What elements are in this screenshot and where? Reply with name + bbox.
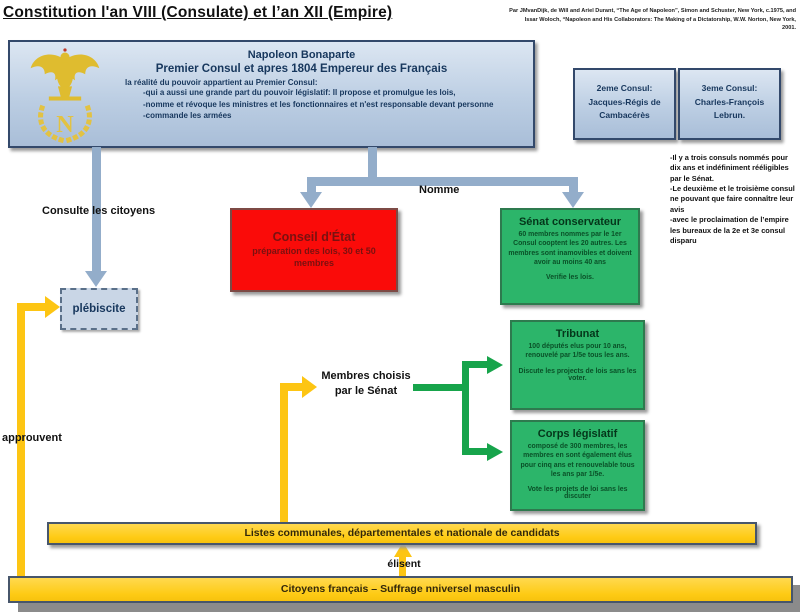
corps-legislatif-box [510, 420, 645, 511]
corps-body2: Vote les projets de loi sans les discuter [527, 486, 628, 501]
tribunat-body2: Discute les projects de lois sans les voter. [518, 367, 637, 382]
consul-label: 3eme Consul: [701, 83, 758, 93]
imperial-eagle-icon [24, 47, 106, 149]
napoleon-bullet: -qui a aussi une grande part du pouvoir législatif: Il propose et promulgue les lois, [143, 88, 456, 97]
credit-line: 2001. [782, 25, 796, 32]
arrow-membres-horizontal [280, 383, 303, 391]
napoleon-name: Napoleon Bonaparte [247, 49, 356, 61]
arrow-membres-head [302, 376, 317, 398]
label-nomme: Nomme [419, 184, 460, 196]
tribunat-box [510, 320, 645, 410]
green-connector-vertical [462, 361, 469, 455]
label-membres [316, 369, 416, 399]
conseil-etat-box [230, 208, 398, 292]
senat-body: 60 membres nommes par le 1er Consul cooptent les 20 autres. Les membres sont inamovibles et doivent avoir au moins 40 ans [508, 231, 632, 266]
arrow-approuvent-horizontal [17, 303, 47, 311]
arrow-nomme-right-head [562, 192, 584, 208]
napoleon-bullet: -commande les armées [143, 111, 232, 121]
corps-body: composé de 300 membres, les membres en sont également élus pour cinq ans et renouvelable tous les ans par 1/5e. [520, 443, 635, 478]
napoleon-subtitle: la réalité du pouvoir appartient au Premier Consul: [125, 78, 318, 87]
senat-title: Sénat conservateur [518, 216, 622, 228]
green-connector-horizontal [413, 384, 466, 391]
note-line: -Le deuxième et le troisième consul ne pouvant que faire connaître leur avis [670, 184, 795, 214]
green-connector-top-stub [462, 361, 488, 368]
consul-name: Lebrun. [713, 110, 746, 121]
note-line: -avec le proclaimation de l’empire les bureaux de la 2e et 3e consul disparu [670, 215, 789, 245]
arrow-nomme-left-head [300, 192, 322, 208]
arrow-consulte-head [85, 271, 107, 287]
arrow-nomme-right-drop [569, 177, 578, 193]
citoyens-bar: Citoyens français – Suffrage nniversel masculin [8, 576, 793, 603]
label-membres-line2: par le Sénat [334, 384, 398, 397]
second-consul-box [573, 68, 676, 140]
green-arrow-tribunat-head [487, 356, 503, 374]
credit-line: Par JMvanDijk, de Will and Ariel Durant, “The Age of Napoleon”, Simon and Schuster, New York, c.1975, and [509, 8, 796, 14]
conseil-etat-body: préparation des lois, 30 et 50 membres [252, 246, 376, 268]
tribunat-title: Tribunat [555, 328, 600, 340]
corps-title: Corps législatif [537, 428, 618, 440]
arrow-nomme-left-drop [307, 177, 316, 193]
label-membres-line1: Membres choisis [321, 370, 411, 382]
consuls-side-note [670, 153, 800, 246]
senat-body2: Verifie les lois. [546, 274, 594, 282]
page-title: Constitution l'an VIII (Consulate) et l’an XII (Empire) [3, 4, 393, 21]
arrow-approuvent-head [45, 296, 60, 318]
label-consulte: Consulte les citoyens [42, 205, 156, 217]
label-elisent: élisent [387, 558, 421, 570]
listes-bar: Listes communales, départementales et nationale de candidats [47, 522, 757, 545]
third-consul-box [678, 68, 781, 140]
label-approuvent: approuvent [2, 432, 62, 444]
green-connector-bottom-stub [462, 448, 488, 455]
consul-label: 2eme Consul: [596, 83, 653, 93]
note-line: -Il y a trois consuls nommés pour dix ans et indéfiniment rééligibles par le Sénat. [670, 153, 789, 183]
napoleon-bullet: -nomme et révoque les ministres et les fonctionnaires et n'est responsable devant personne [143, 99, 494, 109]
consul-name: Charles-François [694, 96, 765, 107]
consul-name: Jacques-Régis de [588, 96, 661, 107]
napoleon-box [8, 40, 535, 148]
green-arrow-corps-head [487, 443, 503, 461]
plebiscite-box: plébiscite [60, 288, 138, 330]
senat-box [500, 208, 640, 305]
svg-text:N: N [56, 110, 74, 138]
consul-name: Cambacérès [599, 110, 650, 121]
credit-line: Issar Woloch, “Napoleon and His Collaborators: The Making of a Dictatorship, W.W. Norton, New York, [524, 16, 796, 23]
arrow-membres-vertical [280, 387, 288, 523]
tribunat-body: 100 députés elus pour 10 ans, renouvelé par 1/5e tous les ans. [525, 343, 630, 360]
napoleon-title: Premier Consul et apres 1804 Empereur des Français [155, 63, 448, 75]
source-credits [500, 7, 796, 33]
conseil-etat-title: Conseil d'État [272, 230, 356, 244]
